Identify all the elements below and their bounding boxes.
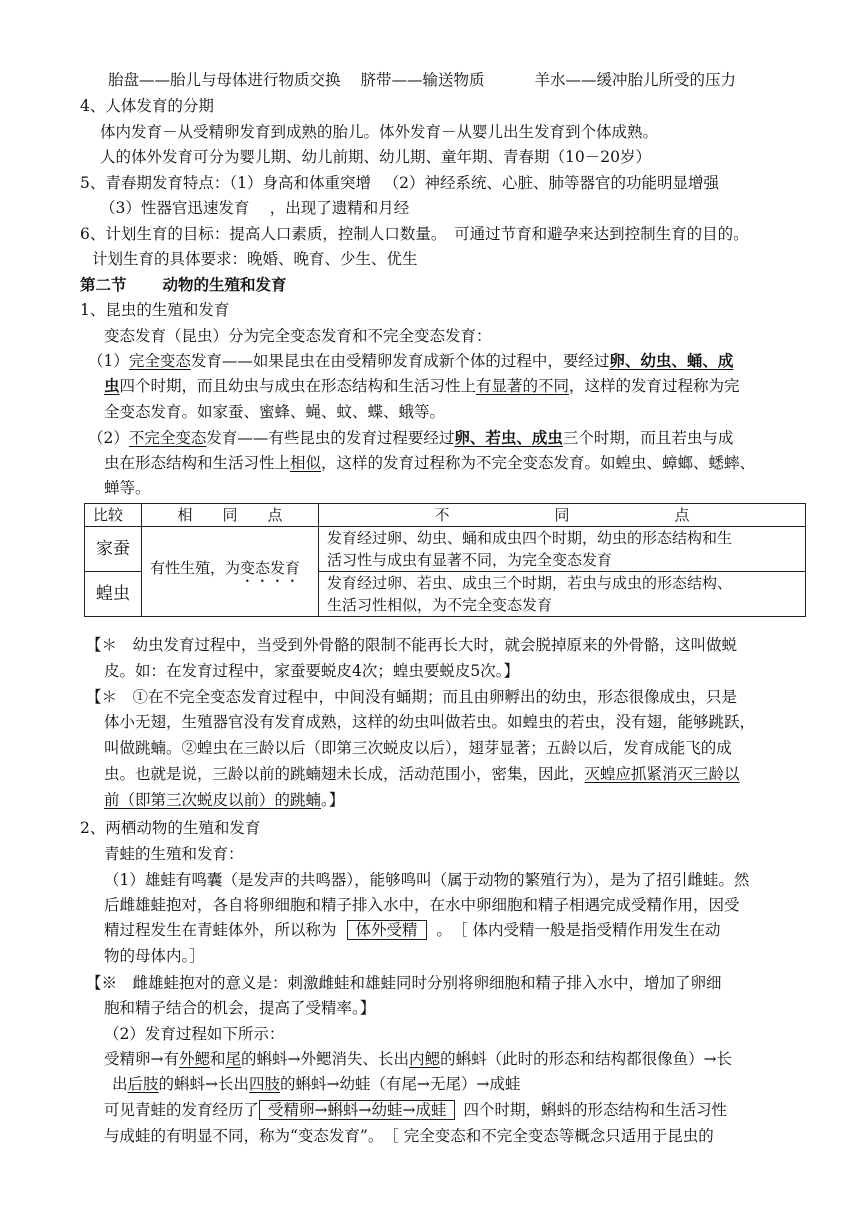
text-span: （1） — [88, 352, 129, 370]
placenta-text: 胎盘——胎儿与母体进行物质交换 — [108, 71, 341, 89]
text-line — [88, 351, 733, 371]
underlined-term: 后肢 — [127, 1075, 159, 1093]
note-line — [104, 764, 740, 784]
text-span: 出 — [112, 1075, 128, 1093]
note-line: 【＊ 幼虫发育过程中，当受到外骨骼的限制不能再长大时，就会脱掉原来的外骨骼，这叫做蜕 — [86, 636, 738, 654]
text-span: 虫在形态结构和生活习性上 — [104, 454, 291, 472]
underlined-term: 有显著的不同 — [476, 377, 570, 395]
underlined-term: 内鳃 — [409, 1050, 441, 1068]
underlined-term: 尾 — [225, 1050, 242, 1068]
same-cell — [142, 527, 319, 617]
text-span: 的蝌蚪→外鳃消失、长出 — [241, 1050, 410, 1068]
text-line: 人的体外发育可分为婴儿期、幼儿前期、幼儿期、童年期、青春期（10－20岁） — [100, 148, 651, 166]
note-line: 叫做跳蝻。②蝗虫在三龄以后（即第三次蜕皮以后），翅芽显著；五龄以后，发育成能飞的成 — [104, 739, 732, 757]
row-label: 蝗虫 — [85, 572, 142, 617]
boxed-answer: 体外受精 — [347, 920, 427, 940]
underlined-term: 相似 — [290, 454, 322, 472]
text-line — [112, 1074, 521, 1094]
text-line: 计划生育的具体要求：晚婚、晚育、少生、优生 — [92, 250, 418, 268]
text-span: 的蝌蚪→长出 — [158, 1075, 250, 1093]
text-line: （1）雄蛙有鸣囊（是发声的共鸣器），能够鸣叫（属于动物的繁殖行为），是为了招引雌蛙。然 — [104, 871, 750, 889]
underlined-term: 完全变态 — [128, 352, 191, 370]
text-span: 发育——有些昆虫的发育过程要经过 — [206, 429, 455, 447]
text-span: 四个时期，而且幼虫与成虫在形态结构和生活习性上 — [119, 377, 477, 395]
comparison-table — [84, 503, 806, 617]
section-title — [80, 275, 287, 295]
text-line: 蝉等。 — [104, 479, 151, 497]
boxed-answer: 受精卵→蝌蚪→幼蛙→成蛙 — [259, 1100, 455, 1120]
cell-line: 活习性与成虫有显著不同，为完全变态发育 — [327, 551, 613, 569]
text-span: 受精卵→有 — [104, 1050, 179, 1068]
text-span: 三个时期，而且若虫与成 — [562, 429, 734, 447]
header-cell: 比较 — [85, 504, 142, 527]
note-line: 皮。如：在发育过程中，家蚕要蜕皮4次；蝗虫要蜕皮5次。】 — [104, 662, 519, 680]
diff-cell — [319, 527, 806, 572]
text-line — [104, 1049, 732, 1069]
text-span: ，这样的发育过程称为完 — [569, 377, 740, 395]
text-span: （2） — [88, 429, 129, 447]
text-line: （2）发育过程如下所示： — [104, 1025, 285, 1043]
text-line — [108, 70, 736, 90]
text-line: 物的母体内。］ — [104, 947, 205, 965]
text-line — [104, 376, 740, 396]
underlined-term: 外鳃 — [179, 1050, 211, 1068]
note-line: 胞和精子结合的机会，提高了受精率。】 — [104, 999, 376, 1017]
section-name: 动物的生殖和发育 — [162, 276, 287, 294]
key-stages: 卵、幼虫、蛹、成 — [609, 352, 734, 370]
note-line — [104, 790, 344, 810]
heading-item-5: 5、青春期发育特点：（1）身高和体重突增 （2）神经系统、心脏、肺等器官的功能明显增强 — [80, 174, 720, 192]
text-line — [88, 428, 733, 448]
underlined-term: 不完全变态 — [128, 429, 207, 447]
text-line — [104, 1100, 727, 1120]
note-line: 【※ 雌雄蛙抱对的意义是：刺激雌蛙和雄蛙同时分别将卵细胞和精子排入水中，增加了卵细 — [86, 974, 722, 992]
row-label: 家蚕 — [85, 527, 142, 572]
header-cell: 不 同 点 — [319, 504, 806, 527]
cell-line: 发育经过卵、幼虫、蛹和成虫四个时期，幼虫的形态结构和生 — [327, 529, 733, 547]
text-span: 精过程发生在青蛙体外，所以称为 — [104, 921, 337, 939]
heading-item-6: 6、计划生育的目标：提高人口素质，控制人口数量。 可通过节育和避孕来达到控制生育的目的。 — [80, 225, 749, 243]
text-line: 青蛙的生殖和发育： — [104, 845, 244, 863]
text-line: 全变态发育。如家蚕、蜜蜂、蝇、蚊、蝶、蛾等。 — [104, 403, 446, 421]
note-line: 【＊ ①在不完全变态发育过程中，中间没有蛹期；而且由卵孵出的幼虫，形态很像成虫，只是 — [86, 688, 738, 706]
text-span: 的蝌蚪→幼蛙（有尾→无尾）→成蛙 — [280, 1075, 521, 1093]
heading-item-4: 4、人体发育的分期 — [80, 97, 214, 115]
cell-line: 发育经过卵、若虫、成虫三个时期，若虫与成虫的形态结构、 — [327, 574, 733, 592]
section-number: 第二节 — [80, 276, 127, 294]
text-span: 可见青蛙的发育经历了 — [104, 1101, 260, 1119]
text-line — [104, 920, 720, 940]
text-span: ，这样的发育过程称为不完全变态发育。如蝗虫、蟑螂、蟋蟀、 — [321, 454, 756, 472]
text-span: 四个时期，蝌蚪的形态结构和生活习性 — [463, 1101, 727, 1119]
cell-line: 生活习性相似，为不完全变态发育 — [327, 596, 553, 614]
text-line: 变态发育（昆虫）分为完全变态发育和不完全变态发育： — [104, 327, 492, 345]
umbilical-text: 脐带——输送物质 — [360, 71, 485, 89]
emphasis-text: 变态发育 — [240, 559, 301, 577]
text-line: 体内发育－从受精卵发育到成熟的胎儿。体外发育－从婴儿出生发育到个体成熟。 — [100, 123, 659, 141]
text-span: 有性生殖，为 — [150, 559, 241, 577]
note-line: 体小无翅，生殖器官没有发育成熟，这样的幼虫叫做若虫。如蝗虫的若虫，没有翅，能够跳跃， — [104, 713, 756, 731]
underlined-term: 灭蝗应抓紧消灭三龄以 — [584, 765, 740, 783]
amniotic-text: 羊水——缓冲胎儿所受的压力 — [534, 71, 737, 89]
text-line: 与成蛙的有明显不同，称为“变态发育”。 ［ 完全变态和不完全变态等概念只适用于昆虫的 — [104, 1127, 714, 1145]
text-span: 虫。也就是说，三龄以前的跳蝻翅未长成，活动范围小，密集，因此， — [104, 765, 585, 783]
text-line: （3）性器官迅速发育 ，出现了遗精和月经 — [100, 199, 410, 217]
table-header-row — [85, 504, 806, 527]
text-line: 后雌雄蛙抱对，各自将卵细胞和精子排入水中，在水中卵细胞和精子相遇完成受精作用，因受 — [104, 896, 740, 914]
diff-cell — [319, 572, 806, 617]
text-span: 发育——如果昆虫在由受精卵发育成新个体的过程中，要经过 — [190, 352, 610, 370]
underlined-term: 四肢 — [249, 1075, 281, 1093]
text-span: 的蝌蚪（此时的形态和结构都很像鱼）→长 — [440, 1050, 733, 1068]
key-stages: 卵、若虫、成虫 — [454, 429, 563, 447]
table-row — [85, 527, 806, 572]
heading-insects: 1、昆虫的生殖和发育 — [80, 301, 230, 319]
text-span: 。 ［ 体内受精一般是指受精作用发生在动 — [436, 921, 721, 939]
underlined-term: 前（即第三次蜕皮以前）的跳蝻 — [104, 791, 322, 809]
key-stages: 虫 — [104, 377, 120, 395]
text-line — [104, 453, 755, 473]
text-span: 。】 — [321, 791, 345, 809]
text-span: 和 — [210, 1050, 226, 1068]
heading-amphibians: 2、两栖动物的生殖和发育 — [80, 819, 261, 837]
header-cell: 相 同 点 — [142, 504, 319, 527]
